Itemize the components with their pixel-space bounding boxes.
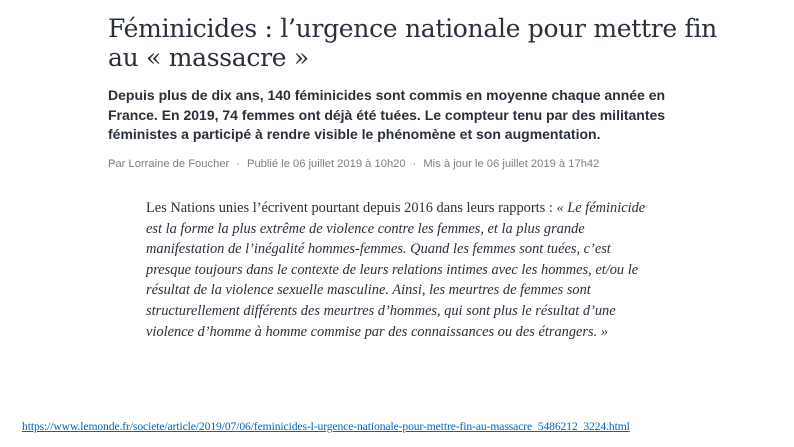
article-meta <box>108 158 718 170</box>
quote-intro: Les Nations unies l’écrivent pourtant depuis 2016 dans leurs rapports : <box>146 200 557 216</box>
article-header <box>108 14 718 170</box>
article-body-quote <box>146 198 646 342</box>
article-standfirst: Depuis plus de dix ans, 140 féminicides sont commis en moyenne chaque année en France. En 2019, 74 femmes ont déjà été tuées. Le compteur tenu par des militantes féministes a participé à rendre visible le phénomène et son augmentation. <box>108 87 666 142</box>
article-headline: Féminicides : l’urgence nationale pour mettre fin au « massacre » <box>108 14 717 72</box>
published-date: Publié le 06 juillet 2019 à 10h20 <box>247 157 406 170</box>
author-byline[interactable]: Par Lorraine de Foucher <box>108 157 230 170</box>
meta-separator: · <box>412 157 417 170</box>
quote-text: « Le féminicide est la forme la plus extrême de violence contre les femmes, et la plus grande manifestation de l’inégalité hommes-femmes. Quand les femmes sont tuées, c’est presque toujours dans le contexte de leurs relations intimes avec les hommes, et/ou le résultat de la violence sexuelle masculine. Ainsi, les meurtres de femmes sont structurellement différents des meurtres d’hommes, qui sont plus le résultat d’une violence d’homme à homme commise par des connaissances ou des étrangers. » <box>146 200 646 340</box>
meta-separator: · <box>236 157 240 170</box>
source-url-link[interactable]: https://www.lemonde.fr/societe/article/2019/07/06/feminicides-l-urgence-nationale-pour-mettre-fin-au-massacre_5486212_3224.html <box>22 420 630 433</box>
updated-date: Mis à jour le 06 juillet 2019 à 17h42 <box>423 157 600 170</box>
